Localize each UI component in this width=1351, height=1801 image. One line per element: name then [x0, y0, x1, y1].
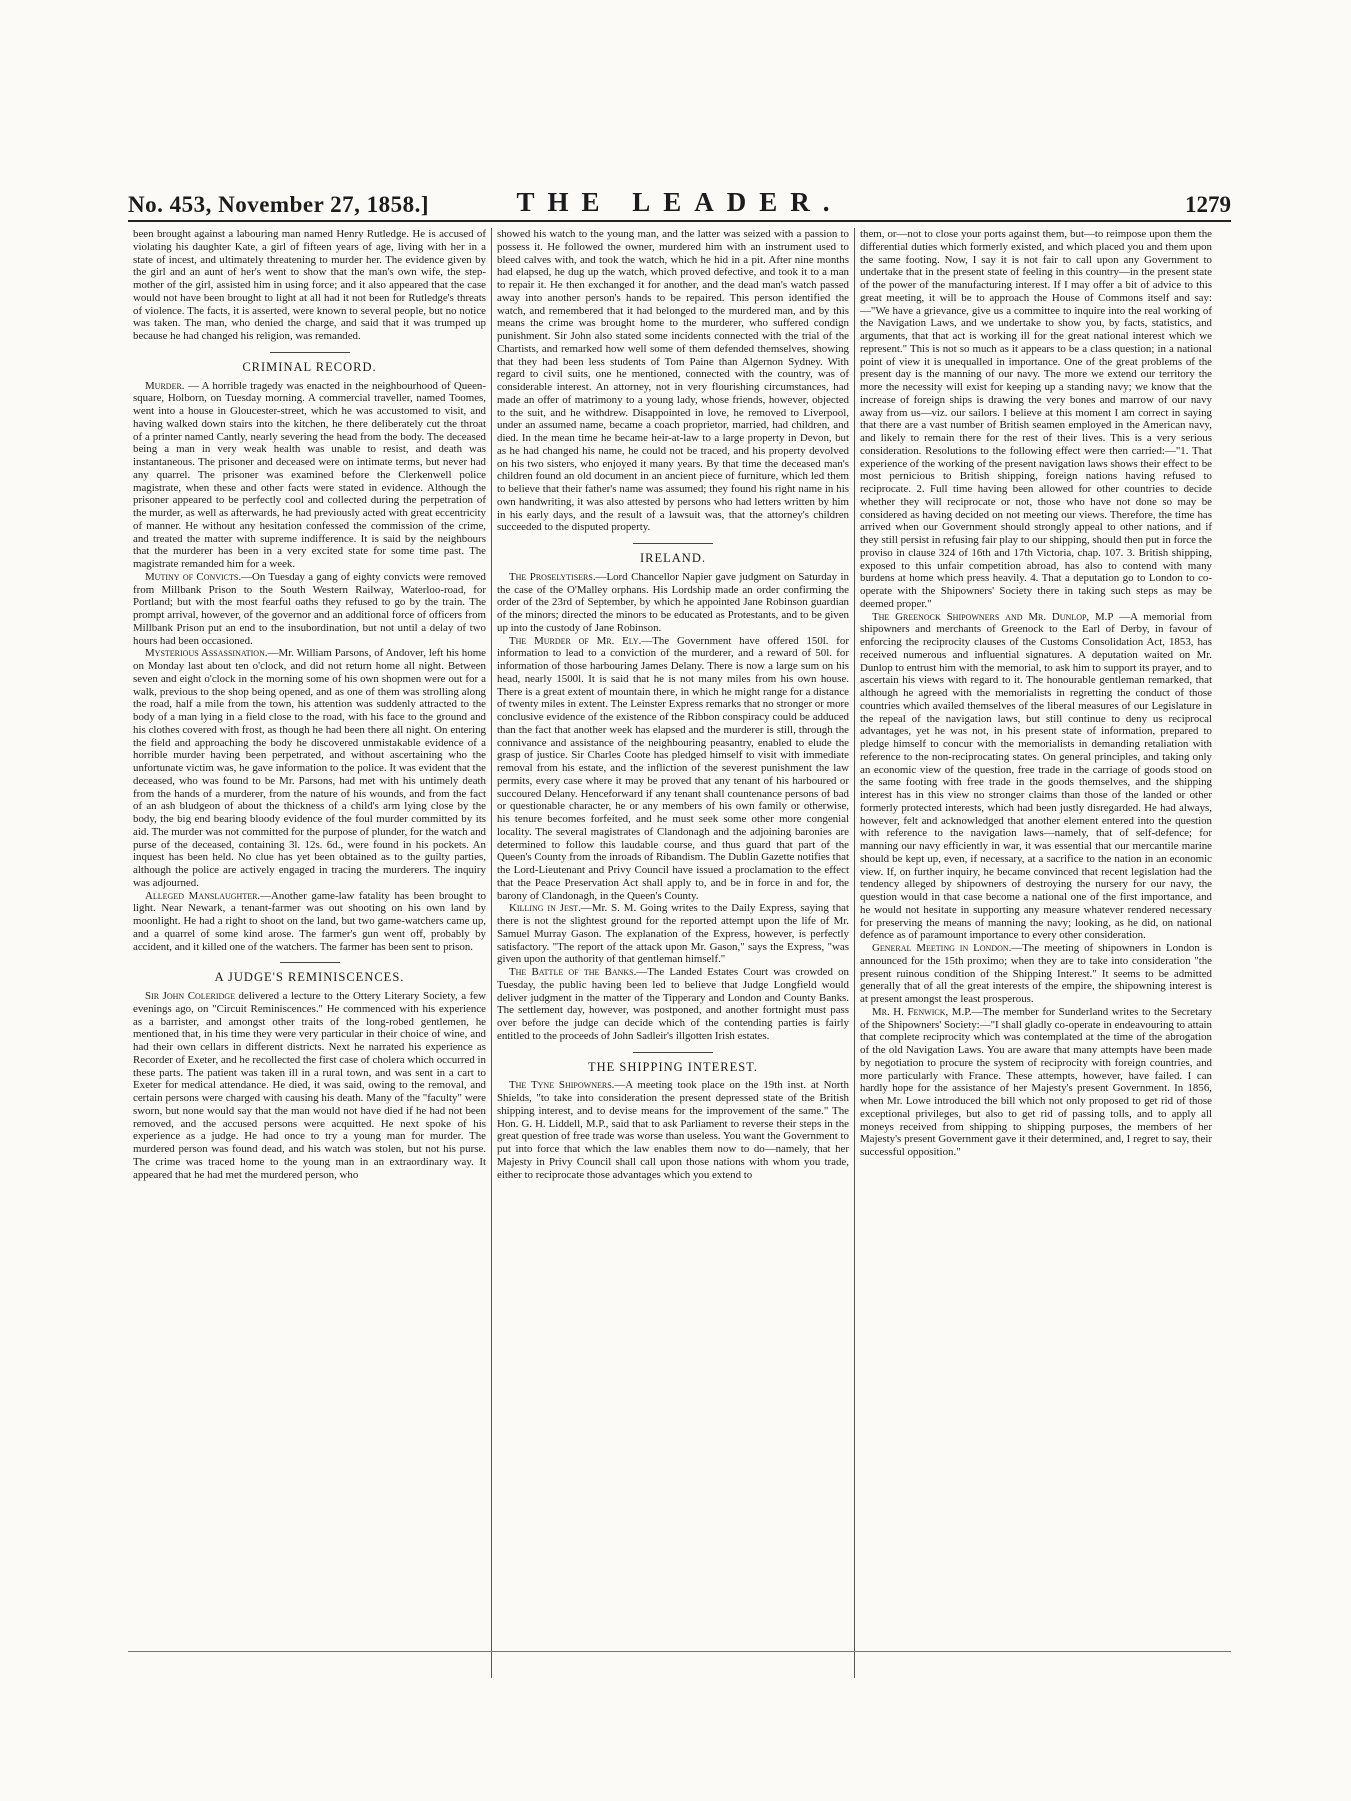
- paper-title: THE LEADER.: [516, 187, 843, 217]
- paragraph-lead: General Meeting in London.: [872, 942, 1012, 954]
- paragraph-lead: Mr. H. Fenwick, M.P.: [872, 1005, 972, 1018]
- divider: [633, 543, 713, 544]
- paragraph-text: —Lord Chancellor Napier gave judgment on Saturday in the case of the O'Malley orphans. His Lordship made an order confirming the order of the 23rd of September, by which he appointed Jane Robinson guardian of the minors; directed the minors to be educated as Protestants, and to be given up into the custody of Jane Robinson.: [497, 570, 849, 634]
- paragraph: [133, 647, 486, 889]
- paragraph-text: delivered a lecture to the Ottery Literary Society, a few evenings ago, on "Circuit Reminiscences." He commenced with his experience as a barrister, and amongst other traits of the long-robed gentlemen, he mentioned that, in his time they were very particular in their choice of wine, and had their own cellars in different districts. Next he narrated his experience as Recorder of Exeter, and he recollected the first case of cholera which occurred in these parts. The patient was taken ill in a rural town, and was sent in a cart to Exeter for medical attendance. He died, it was said, owing to the removal, and certain persons were charged with causing his death. Many of the "faculty" were sworn, but none would say that the man would not have died if he had not been removed, and the accused persons were acquitted. He next spoke of his experience as a judge. He had once to try a young man for murder. The murdered person was found dead, and his watch was stolen, but not his purse. The crime was traced home to the young man in an extraordinary way. It appeared that he had met the murdered person, who: [133, 990, 486, 1181]
- paragraph-lead: The Tyne Shipowners.: [509, 1079, 615, 1092]
- paragraph-text: —A meeting took place on the 19th inst. at North Shields, "to take into consideration the present depressed state of the British shipping interest, and to devise means for the improvement of the same." The Hon. G. H. Liddell, M.P., said that to ask Parliament to reverse their steps in the great question of free trade was worse than useless. You want the Government to put into force that which the law enables them now to do—namely, that her Majesty in Privy Council shall call upon those nations with whom you trade, either to reciprocate those advantages which you extend to: [497, 1079, 849, 1181]
- section-heading: IRELAND.: [640, 551, 706, 565]
- paragraph: them, or—not to close your ports against them, but—to reimpose upon them the differential duties which formerly existed, and which placed you and them upon the same footing. Now, I say it is not fair to call upon any Government to undertake that in the present state of feeling in this country—in the present state of the power of the manufacturing interest. If I may offer a bit of advice to this great meeting, it will be to approach the House of Commons itself and say:—"We have a grievance, give us a committee to inquire into the real working of the Navigation Laws, and we undertake to show you, by facts, statistics, and arguments, that that act is working ill for the great national interest which we represent." This is not so much as it appears to be a class question; in a national point of view it is unequalled in importance. One of the great problems of the present day is the manning of our navy. The more we extend our territory the more the necessity will exist for keeping up a standing navy; we know that the increase of foreign ships is drawing the very bones and marrow of our navy away from us—viz. our sailors. I believe at this moment I am correct in saying that there are a vast number of British seamen employed in the American navy, and likely to remain there for the rest of their lives. This is a very serious consideration. Resolutions to the following effect were then carried:—"1. That experience of the working of the present navigation laws shows their effect to be most pernicious to British shipping, foreign nations having refused to reciprocate. 2. Full time having been allowed for other countries to decide whether they will reciprocate or not, those who have not done so may be considered as having decided on not meeting our views. Therefore, the time has arrived when our Government should strongly appeal to other nations, and if they still persist in refusing fair play to our shipping, should then put in force the proviso in clause 324 of 16th and 17th Victoria, chap. 107. 3. British shipping, exposed to this unfair competition abroad, has also to contend with many burdens at home which press heavily. 4. That a deputation go to London to co-operate with the Shipowners' Society there in taking such steps as may be deemed proper.": [860, 228, 1212, 610]
- paragraph: been brought against a labouring man named Henry Rutledge. He is accused of violating his daughter Kate, a girl of fifteen years of age, living with her in a state of incest, and ultimately threatening to murder her. The evidence given by the girl and an aunt of her's went to show that the man's own wife, the step-mother of the girl, assisted him in using force; and it also appeared that the case would not have been brought to light at all had it not been for Rutledge's threats of violence. The facts, it is asserted, were known to several people, but no notice was taken. The man, who denied the charge, and said that it was trumped up because he had changed his religion, was remanded.: [133, 228, 486, 342]
- paragraph-lead: Mysterious Assassination.: [145, 647, 268, 660]
- paragraph: [860, 1006, 1212, 1159]
- paragraph: [497, 635, 849, 903]
- paragraph-lead: The Proselytisers.: [509, 570, 596, 583]
- paragraph-text: —Mr. William Parsons, of Andover, left his home on Monday last about ten o'clock, and did not return home all night. Between seven and eight o'clock in the morning some of his own shopmen were out for a walk, previous to the shop being opened, and as one of them was strolling along the road, half a mile from the town, his attention was suddenly attracted to the body of a man lying in a field close to the road, with his face to the ground and his clothes covered with frost, as though he had been there all night. On entering the field and approaching the body he discovered unmistakable evidence of a horrible murder having been perpetrated, and without ascertaining who the unfortunate victim was, he gave information to the police. It was evident that the deceased, who was found to be Mr. Parsons, had met with his untimely death from the hands of a murderer, from the nature of his wounds, and from the fact of an ash bludgeon of about the thickness of a child's arm lying close by the body, the big end bearing bloody evidence of the foul murder committed by its aid. The murder was not committed for the purpose of plunder, for the watch and purse of the deceased, containing 3l. 12s. 6d., were found in his pockets. An inquest has been held. No clue has yet been obtained as to the guilty parties, although the police are actively engaged in tracing the murderers. The inquiry was adjourned.: [133, 647, 486, 889]
- newspaper-page: [128, 188, 1231, 1688]
- paragraph: showed his watch to the young man, and the latter was seized with a passion to possess it. He followed the owner, murdered him with an instrument used to bleed calves with, and took the watch, which he hid in a pit. After nine months had elapsed, he dug up the watch, which proved defective, and took it to a man to repair it. He then exchanged it for another, and the dead man's watch passed away into another person's hands to be repaired. This person identified the watch, and remembered that it had belonged to the murdered man, and by this means the crime was brought home to the murderer, who suffered condign punishment. Sir John also stated some incidents connected with the trial of the Chartists, and remarked how well some of them defended themselves, showing that they had been less students of Tom Paine than Algernon Sydney. With regard to civil suits, one he mentioned, connected with the country, was of considerable interest. An attorney, not in very flourishing circumstances, had made an offer of matrimony to a young lady, whose friends, however, objected to the suit, and he withdrew. Disappointed in love, he removed to Liverpool, under an assumed name, became a coach proprietor, married, had children, and died. In the mean time he became heir-at-law to a large property in Devon, but as he had changed his name, he could not be traced, and his property devolved on his two sisters, who enjoyed it many years. By that time the deceased man's children found an old document in an ancient piece of furniture, which led them to believe that their father's name was assumed; they found his right name in his own handwriting, it was also attested by persons who had letters written by him in his early days, and the result of a lawsuit was, that the attorney's children succeeded to the disputed property.: [497, 228, 849, 534]
- paragraph-text: —Mr. S. M. Going writes to the Daily Express, saying that there is not the slightest ground for the reported attempt upon the life of Mr. Samuel Murray Gason. The explanation of the Express, however, is perfectly satisfactory. "The report of the attack upon Mr. Gason," says the Express, "was given upon the authority of that gentleman himself.": [497, 902, 850, 966]
- column-1: [128, 228, 491, 1678]
- divider: [270, 352, 350, 353]
- section-heading: CRIMINAL RECORD.: [242, 359, 377, 374]
- section-heading: THE SHIPPING INTEREST.: [587, 1059, 759, 1074]
- paragraph-text: —A memorial from shipowners and merchants of Greenock to the Earl of Derby, in favour of enforcing the reciprocity clauses of the Customs Consolidation Act, 1853, has received numerous and influential signatures. A deputation waited on Mr. Dunlop to entrust him with the memorial, to ask him to support its prayer, and to ascertain his views with regard to it. The honourable gentleman remarked, that although he agreed with the memorialists in regretting the conduct of those countries which availed themselves of the liberal measures of our Legislature in the repeal of the navigation laws, but still continue to deny us reciprocal advantages, yet he was not, in his present state of information, prepared to pledge himself to concur with the memorialists in demanding retaliation with reference to the non-reciprocating states. On general principles, and taking only an economic view of the question, free trade in the carriage of goods stood on the same footing with free trade in the goods themselves, and the shipping interest has in this view no stronger claims than those of the landed or other formerly protected interests, which had been justly disregarded. He had always, however, felt and acknowledged that another element entered into the question with reference to the navigation laws—namely, that of self-defence; for manning our navy efficiently in war, it was essential that our mercantile marine should be kept up, even, if necessary, at a sacrifice to the nation in an economic view. If, on further inquiry, he became convinced that recent legislation had the tendency alleged by shipowners of destroying the nursery for our navy, the question would in that case become a national one of the first importance, and he would not hesitate in supporting any measure whatever rendered necessary for preserving the means of manning the navy; looking, as he did, on national defence as of paramount importance to every other consideration.: [860, 610, 1212, 942]
- paragraph: [497, 571, 849, 635]
- paragraph-text: —The member for Sunderland writes to the Secretary of the Shipowners' Society:—"I shall gladly co-operate in endeavouring to attain that complete reciprocity which was contemplated at the time of the abrogation of the old Navigation Laws. You are aware that many attempts have been made by negotiation to procure the system of reciprocity with foreign countries, and more particularly with France. These attempts, however, have failed. I can hardly hope for the assistance of her Majesty's present Government. In 1856, when Mr. Lowe introduced the bill which not only proposed to get rid of those exceptional privileges, but also to get rid of passing tolls, and to apply all moneys received from shipping to shipping purposes, the members of her Majesty's present Government gave it their determined, and, I regret to say, their successful opposition.": [860, 1005, 1213, 1158]
- paragraph-text: —The meeting of shipowners in London is announced for the 15th proximo; when they are to take into consideration "the present ruinous condition of the Shipping Interest." It seems to be admitted generally that of all the great interests of the empire, the shipowning interest is at present amongst the least prosperous.: [860, 942, 1212, 1005]
- paragraph: [497, 966, 849, 1043]
- masthead: [128, 188, 1231, 222]
- paragraph: [860, 611, 1212, 943]
- paragraph: [497, 902, 849, 966]
- section-heading: A JUDGE'S REMINISCENCES.: [214, 970, 405, 985]
- paragraph-lead: Mutiny of Convicts.: [145, 570, 242, 583]
- paragraph-lead: Alleged Manslaughter.: [145, 889, 261, 902]
- paragraph-lead: Killing in Jest.: [509, 902, 581, 915]
- paragraph-text: —The Government have offered 150l. for information to lead to a conviction of the murderer, and a reward of 50l. for information of those harbouring James Delany. There is now a large sum on his head, nearly 1500l. It is said that he is not many miles from his own house. There is a great extent of mountain there, in which he might range for a distance of twenty miles in extent. The Leinster Express remarks that no stronger or more conclusive evidence of the existence of the Ribbon conspiracy could be adduced than the fact that another week has elapsed and the murderer is still, through the connivance and assistance of the neighbouring peasantry, enabled to elude the grasp of justice. Sir Charles Coote has pledged himself to visit with immediate removal from his estate, and the infliction of the severest punishment the law permits, every case where it may be proved that any tenant of his harboured or succoured Delany. Henceforward if any tenant shall countenance persons of bad or questionable character, he or any members of his own family or otherwise, his tenure becomes forfeited, and he must seek some other more congenial locality. The several magistrates of Clandonagh and the adjoining baronies are determined to follow this laudable course, and thus guard that part of the Queen's County from the inroads of Ribandism. The Dublin Gazette notifies that the Lord-Lieutenant and Privy Council have issued a proclamation to the effect that the Peace Preservation Act shall apply to, and be in force in and for, the barony of Clandonagh, in the Queen's County.: [497, 634, 849, 902]
- paragraph: [860, 942, 1212, 1006]
- paragraph-lead: The Battle of the Banks.: [509, 966, 637, 978]
- divider: [633, 1052, 713, 1053]
- paragraph-text: — A horrible tragedy was enacted in the neighbourhood of Queen-square, Holborn, on Tuesday morning. A commercial traveller, named Toomes, went into a house in Gloucester-street, which he was accustomed to visit, and having walked down stairs into the kitchen, he there deliberately cut the throat of a printer named Cantly, nearly severing the head from the body. The deceased being a man in very weak health was unable to resist, and death was instantaneous. The prisoner and deceased were on intimate terms, but never had any quarrel. The prisoner was examined before the Clerkenwell police magistrate, when these and other facts were stated in evidence. Although the prisoner appeared to be perfectly cool and collected during the perpetration of the murder, as well as afterwards, he had previously acted with great eccentricity of manner. He without any hesitation confessed the commission of the crime, and treated the matter with supreme indifference. It is said by the neighbours that the murderer has been in a very excited state for some time past. The magistrate remanded him for a week.: [133, 379, 486, 570]
- paragraph-text: —Another game-law fatality has been brought to light. Near Newark, a tenant-farmer was out shooting on his own land by moonlight. He had a right to shoot on the land, but two game-watchers came up, and a quarrel of some kind arose. The farmer's gun went off, probably by accident, and it killed one of the watchers. The farmer has been sent to prison.: [133, 889, 486, 953]
- column-3: [854, 228, 1217, 1678]
- page-number: 1279: [1185, 192, 1231, 217]
- paragraph-text: —The Landed Estates Court was crowded on Tuesday, the public having been led to believe that Judge Longfield would deliver judgment in the matter of the Tipperary and London and County Banks. The settlement day, however, was postponed, and another fortnight must pass over before the judge can decide which of the contending parties is fairly entitled to the proceeds of John Sadleir's illgotten Irish estates.: [497, 966, 849, 1042]
- divider: [280, 962, 340, 963]
- paragraph-lead: Sir John Coleridge: [145, 990, 235, 1002]
- paragraph: [497, 1079, 849, 1181]
- page-bottom-rule: [128, 1651, 1231, 1652]
- issue-line: No. 453, November 27, 1858.]: [128, 192, 430, 217]
- paragraph-lead: The Murder of Mr. Ely.: [509, 634, 642, 647]
- paragraph-text: —On Tuesday a gang of eighty convicts were removed from Millbank Prison to the South Western Railway, Waterloo-road, for Portland; but with the most fearful oaths they refused to go by the train. The prompt arrival, however, of the governor and an additional force of officers from Millbank Prison put an end to the insubordination, but not until a delay of two hours had been occasioned.: [133, 570, 486, 647]
- article-columns: [128, 228, 1231, 1678]
- column-2: [491, 228, 854, 1678]
- paragraph: [133, 990, 486, 1181]
- paragraph: [133, 571, 486, 648]
- paragraph-lead: The Greenock Shipowners and Mr. Dunlop, M.P: [872, 610, 1114, 623]
- paragraph: [133, 380, 486, 571]
- paragraph: [133, 890, 486, 954]
- paragraph-lead: Murder.: [145, 379, 185, 392]
